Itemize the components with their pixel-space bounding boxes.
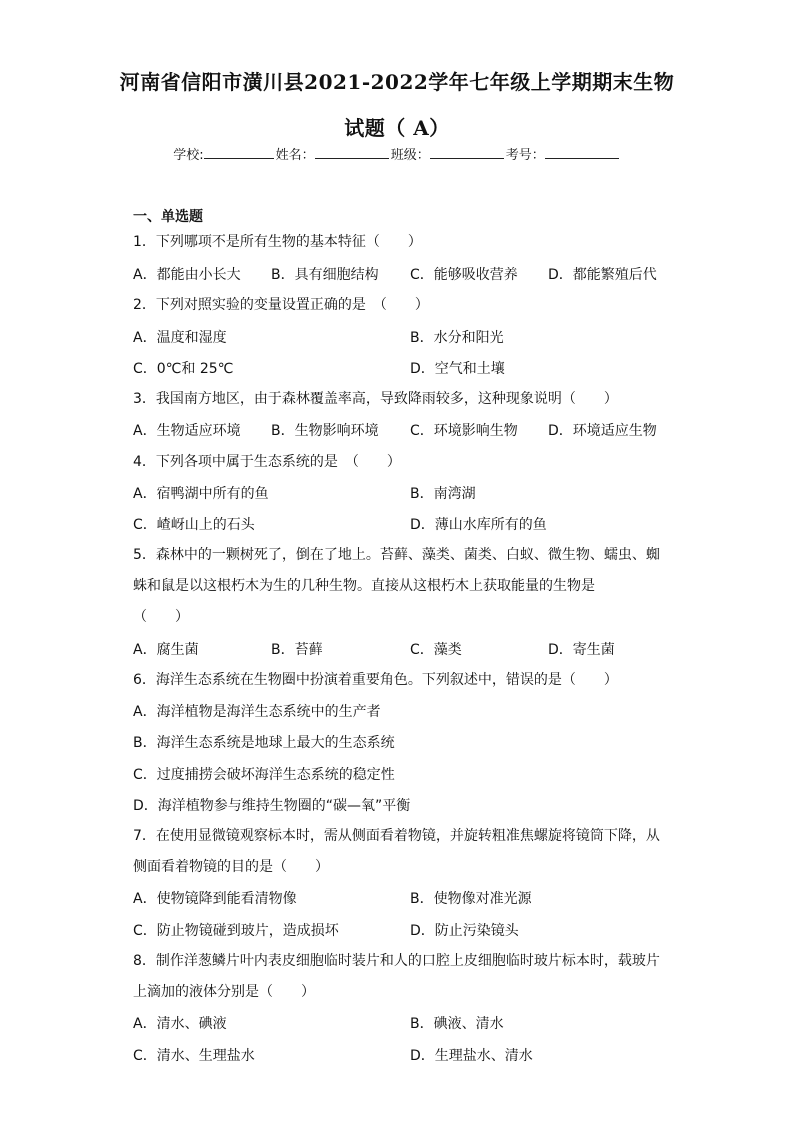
question-3-option-a: A．生物适应环境 [133,423,241,439]
question-2-option-d: D．空气和土壤 [410,361,505,377]
section-heading: 一、单选题 [133,209,203,225]
question-3-stem: 3．我国南方地区，由于森林覆盖率高，导致降雨较多，这种现象说明（ ） [133,391,618,407]
question-8-stem-line-2: 上滴加的液体分别是（ ） [133,984,315,1000]
question-5-option-d: D．寄生菌 [548,642,615,658]
question-1-option-b: B．具有细胞结构 [271,267,379,283]
question-5-option-a: A．腐生菌 [133,642,199,658]
question-2-option-b: B．水分和阳光 [410,330,504,346]
question-6-option-b: B．海洋生态系统是地球上最大的生态系统 [133,735,395,751]
class-blank [430,146,504,159]
question-4-option-c: C．嵖岈山上的石头 [133,517,255,533]
number-blank [545,146,619,159]
question-2-option-a: A．温度和湿度 [133,330,227,346]
name-label: 姓名： [275,148,315,163]
question-5-option-c: C．藻类 [410,642,462,658]
question-1-option-a: A．都能由小长大 [133,267,241,283]
number-label: 考号： [505,148,545,163]
school-label: 学校: [173,148,204,163]
question-8-option-a: A．清水、碘液 [133,1016,227,1032]
question-4-option-a: A．宿鸭湖中所有的鱼 [133,486,269,502]
student-info-line [0,144,794,163]
question-3-option-c: C．环境影响生物 [410,423,518,439]
question-4-stem: 4．下列各项中属于生态系统的是 （ ） [133,454,401,470]
question-7-option-d: D．防止污染镜头 [410,923,519,939]
question-5-stem-line-2: 蛛和鼠是以这根朽木为生的几种生物。直接从这根朽木上获取能量的生物是 [133,578,595,594]
question-7-option-b: B．使物像对准光源 [410,891,532,907]
question-6-option-c: C．过度捕捞会破坏海洋生态系统的稳定性 [133,767,395,783]
question-8-stem-line-1: 8．制作洋葱鳞片叶内表皮细胞临时装片和人的口腔上皮细胞临时玻片标本时，载玻片 [133,953,660,969]
question-8-option-d: D．生理盐水、清水 [410,1048,533,1064]
question-1-option-c: C．能够吸收营养 [410,267,518,283]
question-8-option-b: B．碘液、清水 [410,1016,504,1032]
question-6-option-a: A．海洋植物是海洋生态系统中的生产者 [133,704,381,720]
question-7-stem-line-2: 侧面看着物镜的目的是（ ） [133,859,329,875]
question-3-option-d: D．环境适应生物 [548,423,657,439]
question-5-stem-line-1: 5．森林中的一颗树死了，倒在了地上。苔藓、藻类、菌类、白蚁、微生物、蠕虫、蜘 [133,547,660,563]
exam-title-line-1: 河南省信阳市潢川县2021-2022学年七年级上学期期末生物 [119,70,675,94]
question-4-option-b: B．南湾湖 [410,486,476,502]
question-8-option-c: C．清水、生理盐水 [133,1048,255,1064]
class-label: 班级： [390,148,430,163]
question-5-option-b: B．苔藓 [271,642,323,658]
question-4-option-d: D．薄山水库所有的鱼 [410,517,547,533]
question-6-option-d: D．海洋植物参与维持生物圈的“碳—氧”平衡 [133,798,411,814]
question-2-option-c: C．0℃和 25℃ [133,361,234,377]
question-3-option-b: B．生物影响环境 [271,423,379,439]
exam-title-line-2: 试题（ A） [344,116,450,140]
question-2-stem: 2．下列对照实验的变量设置正确的是 （ ） [133,297,429,313]
question-5-stem-line-3: （ ） [133,609,189,625]
question-7-stem-line-1: 7．在使用显微镜观察标本时，需从侧面看着物镜，并旋转粗准焦螺旋将镜筒下降，从 [133,828,660,844]
name-blank [315,146,389,159]
question-1-stem: 1．下列哪项不是所有生物的基本特征（ ） [133,234,422,250]
school-blank [204,146,274,159]
question-7-option-c: C．防止物镜碰到玻片，造成损坏 [133,923,339,939]
question-7-option-a: A．使物镜降到能看清物像 [133,891,297,907]
question-6-stem: 6．海洋生态系统在生物圈中扮演着重要角色。下列叙述中，错误的是（ ） [133,672,618,688]
question-1-option-d: D．都能繁殖后代 [548,267,657,283]
